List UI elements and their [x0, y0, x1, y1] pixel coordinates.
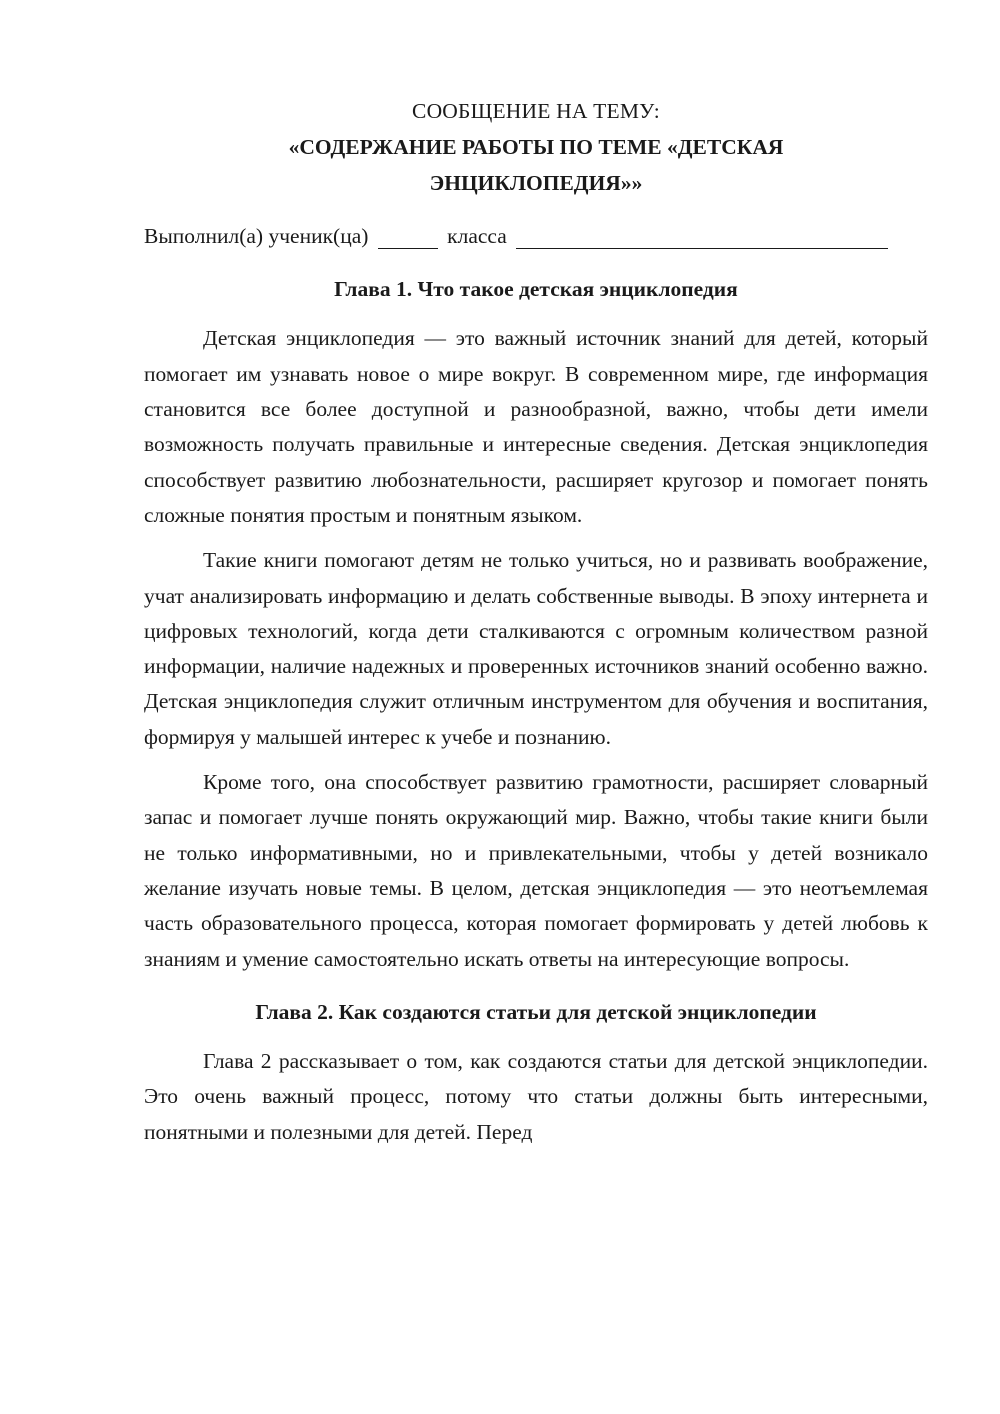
- document-title-line-2: ЭНЦИКЛОПЕДИЯ»»: [429, 170, 643, 195]
- document-title-line-1: «СОДЕРЖАНИЕ РАБОТЫ ПО ТЕМЕ «ДЕТСКАЯ: [288, 135, 784, 160]
- author-prefix-label: Выполнил(а) ученик(ца): [144, 223, 369, 248]
- chapter-1-heading: Глава 1. Что такое детская энциклопедия: [334, 277, 738, 302]
- page-content: [144, 94, 928, 1160]
- author-class-label: класса: [447, 223, 507, 248]
- document-title: [144, 129, 928, 201]
- author-line: [144, 219, 928, 254]
- chapter-2-heading: Глава 2. Как создаются статьи для детской энциклопедии: [255, 999, 817, 1024]
- chapter-1-paragraph-1: Детская энциклопедия — это важный источник знаний для детей, который помогает им узнавать новое о мире вокруг. В современном мире, где информация становится все более доступной и разнообразной, важно, чтобы дети имели возможность получать правильные и интересные сведения. Детская энциклопедия способствует развитию любознательности, расширяет кругозор и помогает понять сложные понятия простым и понятным языком.: [144, 326, 928, 527]
- chapter-2-paragraph-1: Глава 2 рассказывает о том, как создаются статьи для детской энциклопедии. Это очень важный процесс, потому что статьи должны быть интересными, понятными и полезными для детей. Перед: [144, 1049, 928, 1144]
- chapter-1-paragraph-2: Такие книги помогают детям не только учиться, но и развивать воображение, учат анализировать информацию и делать собственные выводы. В эпоху интернета и цифровых технологий, когда дети сталкиваются с огромным количеством разной информации, наличие надежных и проверенных источников знаний особенно важно. Детская энциклопедия служит отличным инструментом для обучения и воспитания, формируя у малышей интерес к учебе и познанию.: [144, 548, 928, 749]
- student-name-blank: [516, 224, 888, 249]
- class-number-blank: [378, 224, 438, 249]
- chapter-1-paragraph-3: Кроме того, она способствует развитию грамотности, расширяет словарный запас и помогает лучше понять окружающий мир. Важно, чтобы такие книги были не только информативными, но и привлекательными, чтобы у детей возникало желание изучать новые темы. В целом, детская энциклопедия — это неотъемлемая часть образовательного процесса, которая помогает формировать у детей любовь к знаниям и умение самостоятельно искать ответы на интересующие вопросы.: [144, 770, 928, 971]
- document-type-heading: СООБЩЕНИЕ НА ТЕМУ:: [412, 99, 660, 123]
